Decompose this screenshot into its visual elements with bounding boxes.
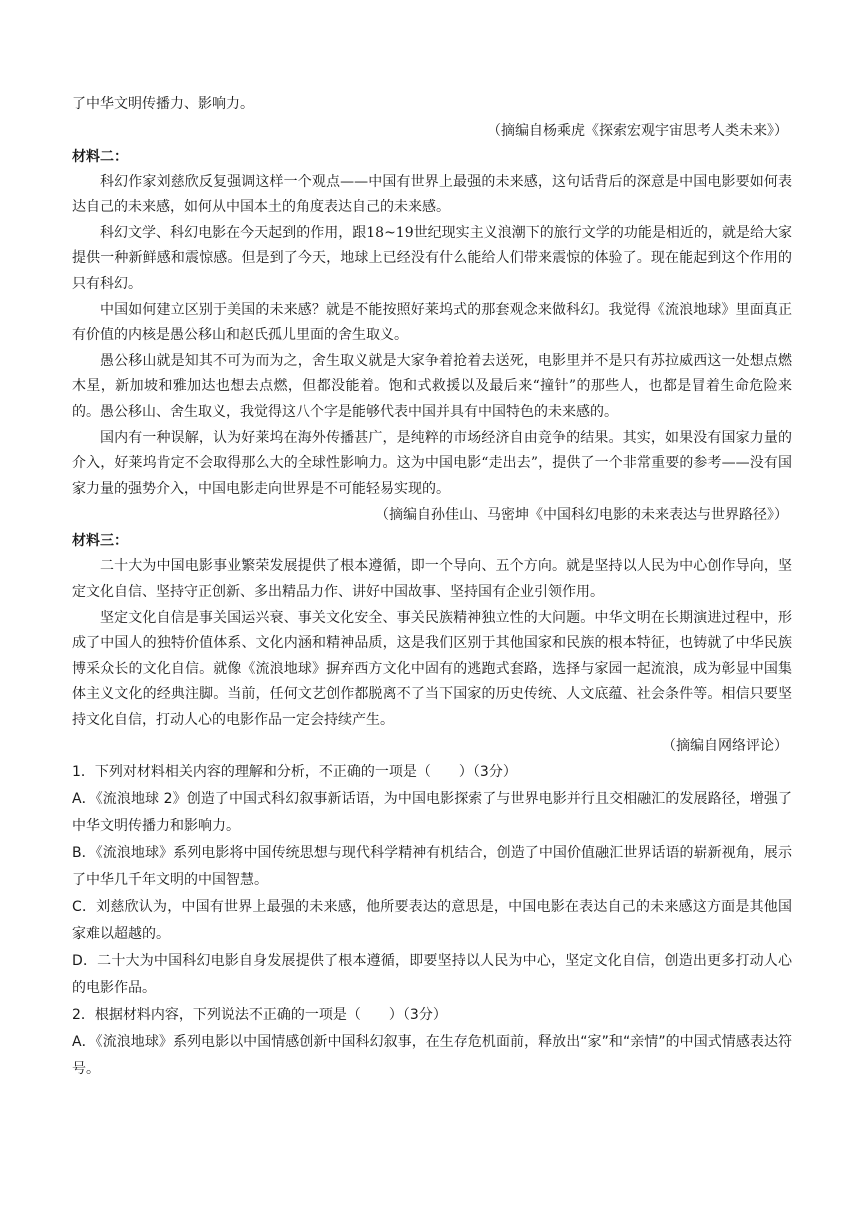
question1-option-b: B．《流浪地球》系列电影将中国传统思想与现代科学精神有机结合，创造了中国价值融汇世界话语的崭新视角，展示了中华几千年文明的中国智慧。 — [72, 845, 792, 889]
material1-source: （摘编自杨乘虎《探索宏观宇宙思考人类未来》） — [487, 122, 788, 139]
material2-heading: 材料二： — [72, 148, 128, 165]
material2-paragraph: 科幻文学、科幻电影在今天起到的作用，跟18~19世纪现实主义浪潮下的旅行文学的功能是相近的，就是给大家提供一种新鲜感和震惊感。但是到了今天，地球上已经没有什么能给人们带来震惊的体验了。现在能起到这个作用的只有科幻。 — [72, 224, 792, 292]
material3-heading: 材料三： — [72, 533, 128, 550]
question1-option-a: A．《流浪地球 2》创造了中国式科幻叙事新话语，为中国电影探索了与世界电影并行且交相融汇的发展路径，增强了中华文明传播力和影响力。 — [72, 791, 792, 835]
question2-option-a: A．《流浪地球》系列电影以中国情感创新中国科幻叙事，在生存危机面前，释放出“家”和“亲情”的中国式情感表达符号。 — [72, 1034, 792, 1078]
material2-source: （摘编自孙佳山、马密坤《中国科幻电影的未来表达与世界路径》） — [375, 507, 788, 524]
material2-paragraph: 愚公移山就是知其不可为而为之，舍生取义就是大家争着抢着去送死，电影里并不是只有苏拉威西这一处想点燃木星，新加坡和雅加达也想去点燃，但都没能着。饱和式救援以及最后来“撞针”的那些人，也都是冒着生命危险来的。愚公移山、舍生取义，我觉得这八个字是能够代表中国并具有中国特色的未来感的。 — [72, 352, 792, 420]
question1-stem: 1．下列对材料相关内容的理解和分析，不正确的一项是（ ）（3分） — [72, 764, 517, 781]
material1-tail: 了中华文明传播力、影响力。 — [72, 96, 254, 112]
material3-paragraph: 坚定文化自信是事关国运兴衰、事关文化安全、事关民族精神独立性的大问题。中华文明在长期演进过程中，形成了中国人的独特价值体系、文化内涵和精神品质，这是我们区别于其他国家和民族的根本特征，也铸就了中华民族博采众长的文化自信。就像《流浪地球》摒弃西方文化中固有的逃跑式套路，选择与家园一起流浪，成为彰显中国集体主义文化的经典注脚。当前，任何文艺创作都脱离不了当下国家的历史传统、人文底蕴、社会条件等。相信只要坚持文化自信，打动人心的电影作品一定会持续产生。 — [72, 609, 792, 728]
exam-page — [72, 92, 792, 1083]
question1-option-c: C．刘慈欣认为，中国有世界上最强的未来感，他所要表达的意思是，中国电影在表达自己的未来感这方面是其他国家难以超越的。 — [72, 899, 792, 943]
material2-paragraph: 国内有一种误解，认为好莱坞在海外传播甚广，是纯粹的市场经济自由竞争的结果。其实，如果没有国家力量的介入，好莱坞肯定不会取得那么大的全球性影响力。这为中国电影“走出去”，提供了一个非常重要的参考——没有国家力量的强势介入，中国电影走向世界是不可能轻易实现的。 — [72, 429, 792, 497]
question1-option-d: D．二十大为中国科幻电影自身发展提供了根本遵循，即要坚持以人民为中心，坚定文化自信，创造出更多打动人心的电影作品。 — [72, 953, 792, 997]
question2-stem: 2．根据材料内容，下列说法不正确的一项是（ ）（3分） — [72, 1007, 447, 1024]
material3-paragraph: 二十大为中国电影事业繁荣发展提供了根本遵循，即一个导向、五个方向。就是坚持以人民为中心创作导向，坚定文化自信、坚持守正创新、多出精品力作、讲好中国故事、坚持国有企业引领作用。 — [72, 558, 792, 600]
material2-paragraph: 中国如何建立区别于美国的未来感？就是不能按照好莱坞式的那套观念来做科幻。我觉得《流浪地球》里面真正有价值的内核是愚公移山和赵氏孤儿里面的舍生取义。 — [72, 301, 792, 344]
material2-paragraph: 科幻作家刘慈欣反复强调这样一个观点——中国有世界上最强的未来感，这句话背后的深意是中国电影要如何表达自己的未来感，如何从中国本土的角度表达自己的未来感。 — [72, 173, 792, 216]
material3-source: （摘编自网络评论） — [662, 738, 788, 755]
